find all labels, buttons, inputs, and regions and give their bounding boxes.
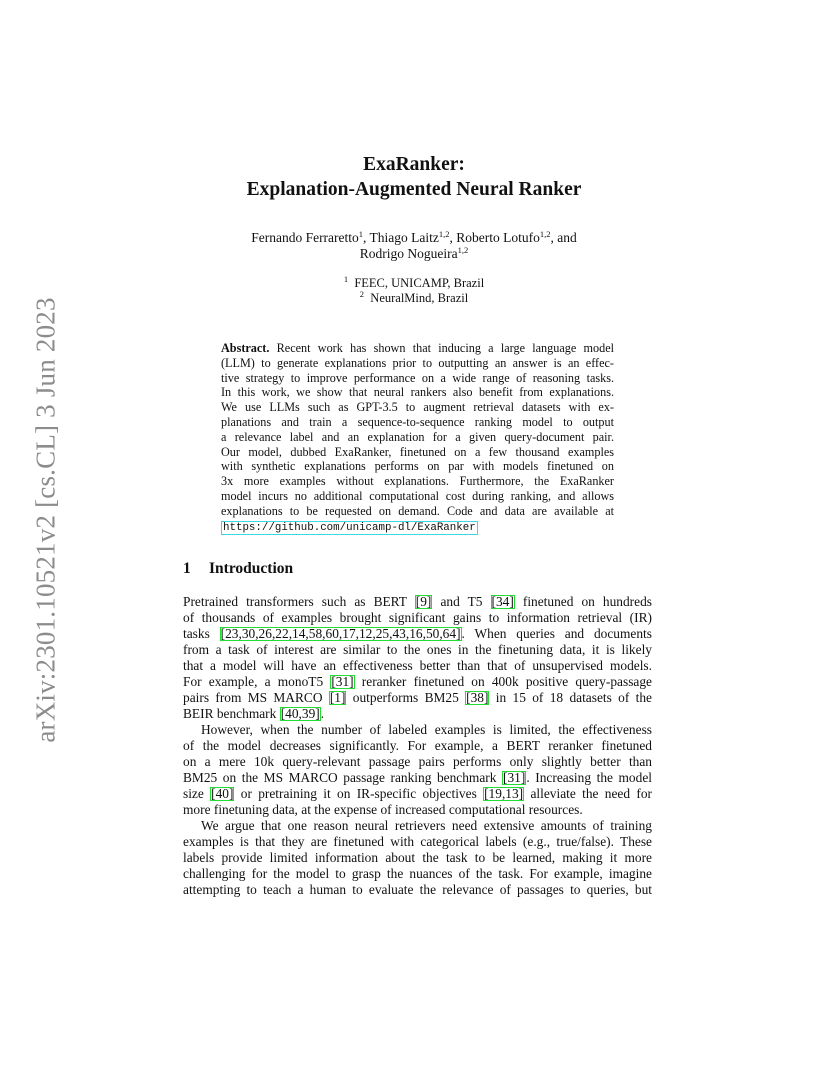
body-text: . When queries and documents: [461, 626, 652, 641]
body-line: challenging for the model to grasp the nuances of the task. For example, imagine: [183, 866, 652, 881]
body-line: [183, 770, 652, 786]
affiliation-text: FEEC, UNICAMP, Brazil: [354, 276, 485, 290]
body-line: [183, 786, 652, 802]
abstract-line: a relevance label and an explanation for a given query-document pair.: [221, 429, 614, 444]
body-text: alleviate the need for: [524, 786, 652, 801]
citation-link[interactable]: [40,39]: [280, 706, 320, 721]
body-line: We argue that one reason neural retrievers need extensive amounts of training: [201, 818, 652, 833]
arxiv-identifier: arXiv:2301.10521v2 [cs.CL] 3 Jun 2023: [30, 297, 61, 743]
body-text: tasks: [183, 626, 220, 641]
citation-link[interactable]: [23,30,26,22,14,58,60,17,12,25,43,16,50,64]: [220, 626, 461, 641]
body-text: .: [320, 706, 325, 721]
author-name: , Thiago Laitz: [363, 230, 439, 245]
citation-link[interactable]: [40]: [211, 786, 234, 801]
abstract-line: 3x more examples without explanations. Furthermore, the ExaRanker: [221, 474, 614, 489]
abstract-line: model incurs no additional computational cost during ranking, and allows: [221, 488, 614, 503]
body-text: or pretraining it on IR-specific objectives: [234, 786, 484, 801]
author-affiliation-mark: 1,2: [457, 245, 469, 255]
author-name: Fernando Ferraretto: [251, 230, 359, 245]
citation-link[interactable]: [9]: [415, 594, 432, 609]
code-repository-link[interactable]: https://github.com/unicamp-dl/ExaRanker: [223, 521, 476, 534]
author-name: , Roberto Lotufo: [449, 230, 540, 245]
author-name: Rodrigo Nogueira: [359, 246, 458, 261]
body-text: . Increasing the model: [526, 770, 652, 785]
body-line: [183, 706, 652, 722]
affiliation-mark: 2: [359, 289, 365, 299]
body-text: in 15 of 18 datasets of the: [489, 690, 652, 705]
body-text: size: [183, 786, 211, 801]
body-text: Pretrained transformers such as BERT: [183, 594, 415, 609]
body-text: and T5: [432, 594, 491, 609]
body-line: of the model decreases significantly. For example, a BERT reranker finetuned: [183, 738, 652, 753]
abstract-text: Recent work has shown that inducing a large language model: [269, 341, 614, 355]
abstract-line: tive strategy to improve performance on a wide range of reasoning tasks.: [221, 370, 614, 385]
paper-title-line-2: Explanation-Augmented Neural Ranker: [246, 179, 582, 200]
abstract-label: Abstract.: [221, 341, 270, 355]
body-line: [183, 674, 652, 690]
affiliation-text: NeuralMind, Brazil: [370, 291, 469, 305]
body-text: pairs from MS MARCO: [183, 690, 329, 705]
author-separator: , and: [550, 230, 577, 245]
citation-link[interactable]: [19,13]: [484, 786, 524, 801]
body-line: However, when the number of labeled examples is limited, the effectiveness: [201, 722, 652, 737]
author-list-line-2: [0, 245, 828, 263]
author-affiliation-mark: 1,2: [438, 229, 450, 239]
body-text: For example, a monoT5: [183, 674, 331, 689]
citation-link[interactable]: [31]: [331, 674, 354, 689]
body-line: that a model will have an effectiveness better than that of unsupervised models.: [183, 658, 652, 673]
abstract-line: (LLM) to generate explanations prior to outputting an answer is an effec-: [221, 355, 614, 370]
citation-link[interactable]: [31]: [503, 770, 526, 785]
body-line: of thousands of examples brought significant gains to information retrieval (IR): [183, 610, 652, 625]
body-text: BEIR benchmark: [183, 706, 280, 721]
abstract-line: with synthetic explanations performs on par with models finetuned on: [221, 459, 614, 474]
body-line: on a mere 10k query-relevant passage pairs performs only slightly better than: [183, 754, 652, 769]
affiliation-mark: 1: [343, 274, 349, 284]
body-line: [183, 690, 652, 706]
abstract-line: planations and train a sequence-to-sequence ranking model to output: [221, 414, 614, 429]
citation-link[interactable]: [34]: [491, 594, 514, 609]
body-text: reranker finetuned on 400k positive query-passage: [354, 674, 652, 689]
abstract: [221, 341, 614, 533]
abstract-line: [221, 519, 614, 534]
author-affiliation-mark: 1: [358, 229, 364, 239]
body-line: [183, 626, 652, 642]
body-text: outperforms BM25: [346, 690, 466, 705]
abstract-line: In this work, we show that neural rankers also benefit from explanations.: [221, 385, 614, 400]
citation-link[interactable]: [38]: [466, 690, 489, 705]
body-text: BM25 on the MS MARCO passage ranking benchmark: [183, 770, 503, 785]
section-title: Introduction: [209, 560, 294, 577]
body-line: attempting to teach a human to evaluate the relevance of passages to queries, but: [183, 882, 652, 897]
citation-link[interactable]: [1]: [329, 690, 346, 705]
body-text: finetuned on hundreds: [514, 594, 652, 609]
introduction-body: [183, 594, 652, 898]
affiliation-2: [0, 289, 828, 307]
body-line: [183, 594, 652, 610]
abstract-line: Our model, dubbed ExaRanker, finetuned on a few thousand examples: [221, 444, 614, 459]
body-line: more finetuning data, at the expense of increased computational resources.: [183, 802, 583, 817]
section-heading: [183, 560, 293, 578]
body-line: from a task of interest are similar to the ones in the finetuning data, it is likely: [183, 642, 652, 657]
section-number: 1: [183, 560, 191, 577]
paper-title-line-1: ExaRanker:: [363, 154, 465, 175]
abstract-line: [221, 341, 614, 356]
body-line: labels provide limited information about the task to be learned, making it more: [183, 850, 652, 865]
author-affiliation-mark: 1,2: [539, 229, 551, 239]
body-line: examples is that they are finetuned with categorical labels (e.g., true/false). These: [183, 834, 652, 849]
abstract-line: explanations to be requested on demand. Code and data are available at: [221, 503, 614, 518]
abstract-line: We use LLMs such as GPT-3.5 to augment retrieval datasets with ex-: [221, 400, 614, 415]
